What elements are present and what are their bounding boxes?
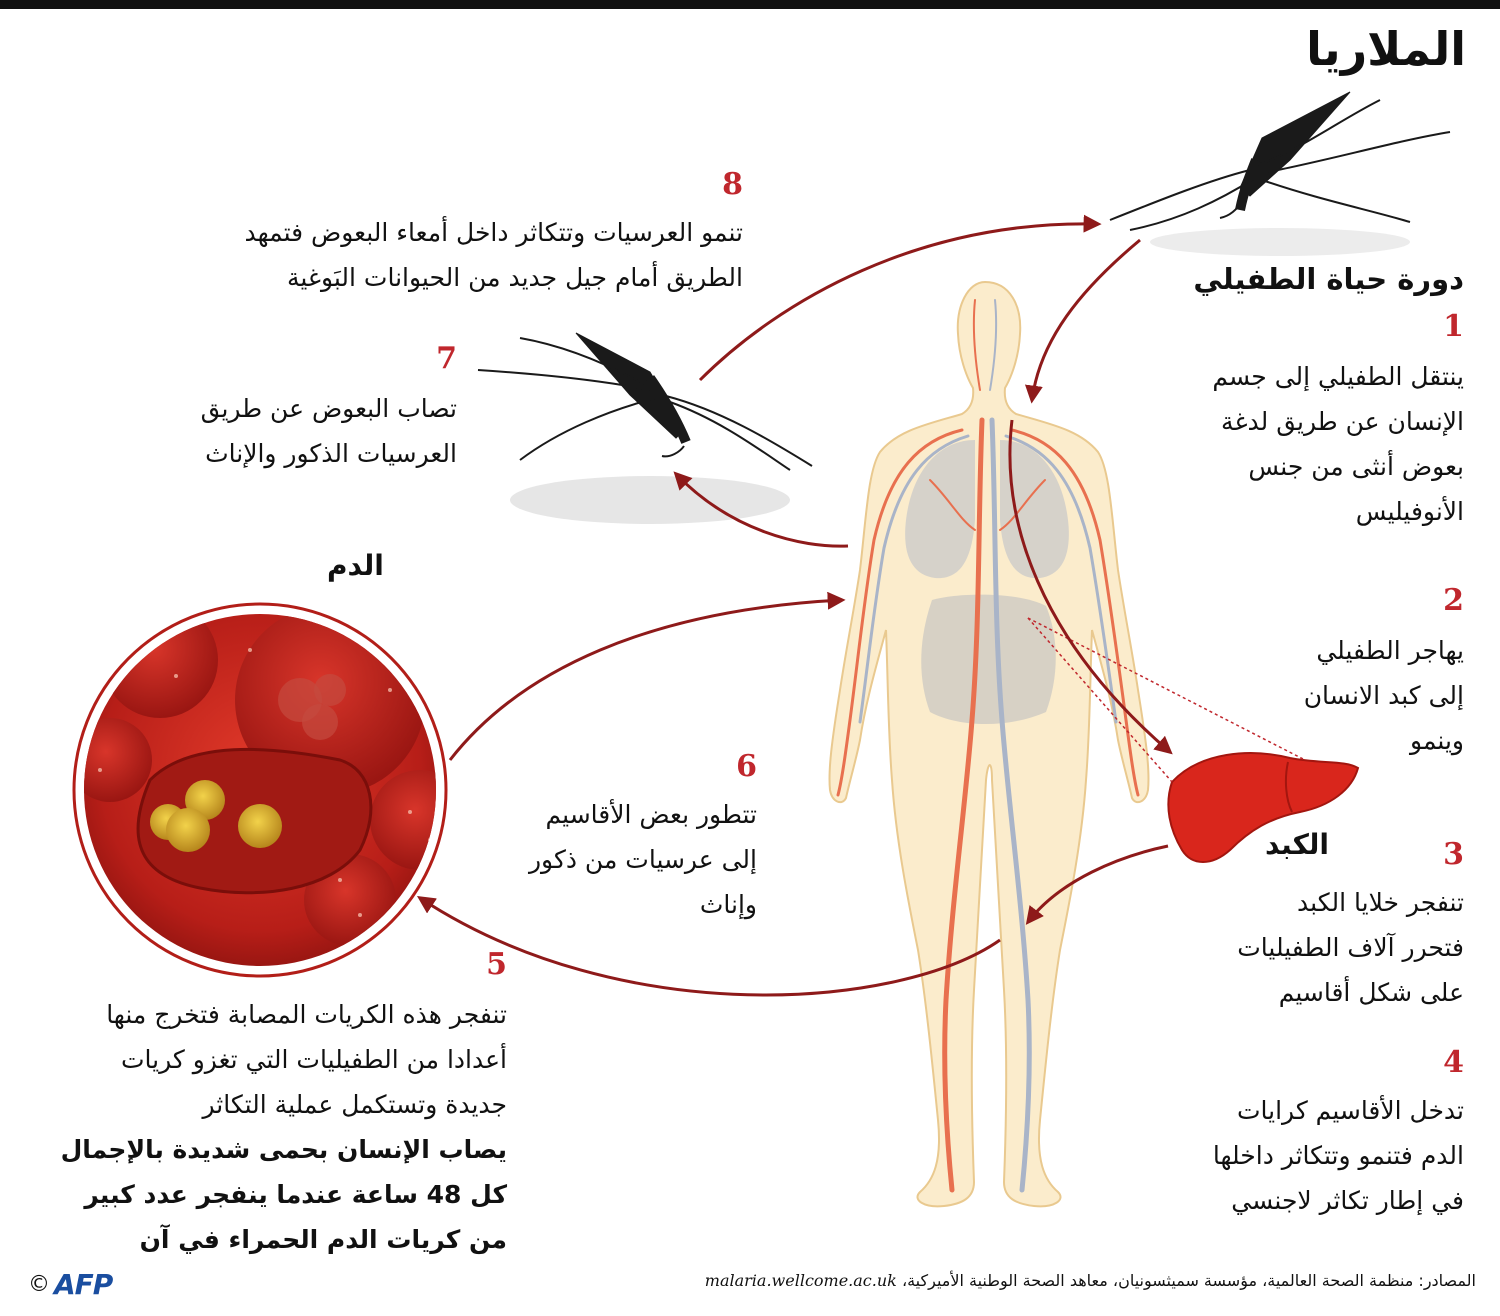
liver-label: الكبد: [1265, 828, 1329, 861]
human-body-icon: [829, 282, 1148, 1206]
cycle-subtitle: دورة حياة الطفيلي: [1193, 262, 1464, 296]
step-2-text: يهاجر الطفيلي إلى كبد الانسان وينمو: [1303, 636, 1464, 755]
step-7-number: 7: [436, 341, 457, 376]
step-4-number: 4: [1443, 1045, 1464, 1080]
step-4-text: تدخل الأقاسيم كرايات الدم فتنمو وتتكاثر داخلها في إطار تكاثر لاجنسي: [1212, 1096, 1464, 1215]
step-5-text: تنفجر هذه الكريات المصابة فتخرج منها أعدادا من الطفيليات التي تغزو كريات جديدة وتستكمل عملية التكاثر: [106, 1000, 507, 1119]
sources-text: المصادر: منظمة الصحة العالمية، مؤسسة سميثسونيان، معاهد الصحة الوطنية الأميركية،: [901, 1271, 1476, 1290]
step-3-number: 3: [1443, 837, 1464, 872]
liver-icon: [1168, 753, 1358, 862]
copyright-symbol: ©: [28, 1272, 50, 1297]
page-title: الملاريا: [1306, 22, 1466, 76]
step-7-text: تصاب البعوض عن طريق العرسيات الذكور والإناث: [200, 394, 457, 468]
step-1-number: 1: [1443, 309, 1464, 344]
sources-line: [705, 1271, 1476, 1290]
step-1-text: ينتقل الطفيلي إلى جسم الإنسان عن طريق لدغة بعوض أنثى من جنس الأنوفيليس: [1212, 362, 1464, 526]
step-8-text: تنمو العرسيات وتتكاثر داخل أمعاء البعوض فتمهد الطريق أمام جيل جديد من الحيوانات البَوغية: [244, 218, 743, 292]
blood-cell-icon: [68, 600, 470, 980]
sources-url: malaria.wellcome.ac.uk: [704, 1271, 897, 1290]
step-5-fever-note: يصاب الإنسان بحمى شديدة بالإجمال كل 48 ساعة عندما ينفجر عدد كبير من كريات الدم الحمراء في آن: [60, 1135, 507, 1254]
step-5-number: 5: [486, 947, 507, 982]
agency-credit: [28, 1268, 112, 1301]
step-6-text: تتطور بعض الأقاسيم إلى عرسيات من ذكور وإناث: [528, 800, 757, 919]
step-3-text: تنفجر خلايا الكبد فتحرر آلاف الطفيليات على شكل أقاسيم: [1237, 888, 1464, 1007]
agency-logo: AFP: [54, 1268, 113, 1301]
step-2-number: 2: [1443, 583, 1464, 618]
mosquito-icon: [478, 333, 812, 524]
step-8-number: 8: [722, 167, 743, 202]
mosquito-icon: [1110, 92, 1450, 256]
blood-label: الدم: [327, 549, 384, 582]
step-6-number: 6: [736, 749, 757, 784]
